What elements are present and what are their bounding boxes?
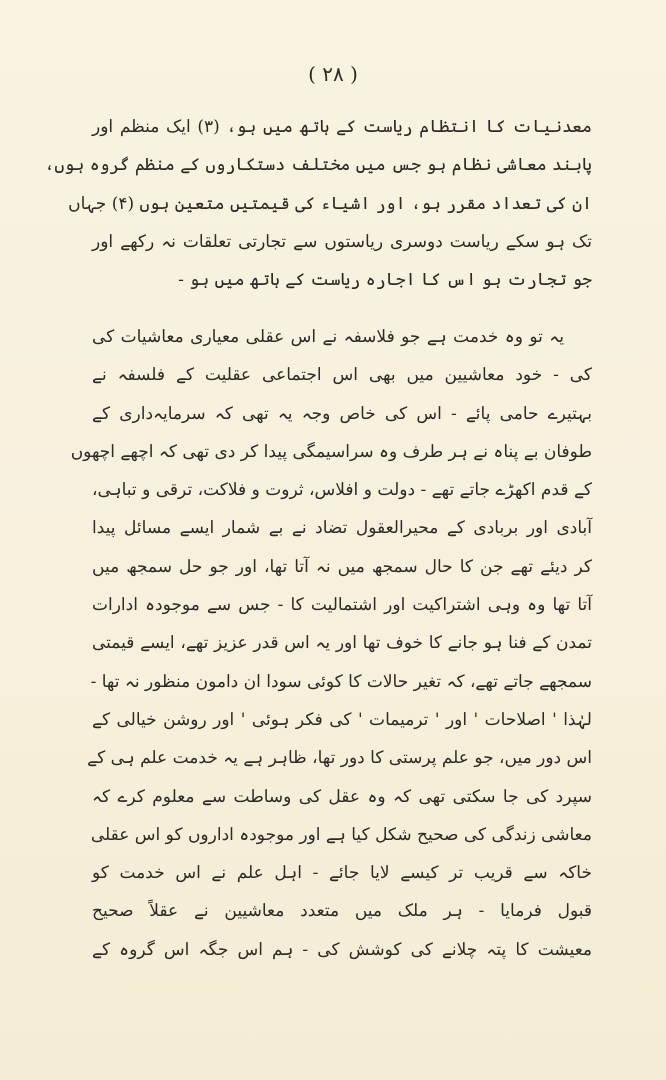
text-line: یہ تو وہ خدمت ہے جو فلاسفہ نے اس عقلی معیاری معاشیات کی — [92, 327, 564, 347]
text-line: جو تجارت ہو اس کا اجارہ ریاست کے ہاتھ میں ہو - — [178, 270, 592, 291]
text-line: آبادی اور بربادی کے محیرالعقول تضاد نے بے شمار ایسے مسائل پیدا — [92, 518, 592, 539]
paragraph-1 — [44, 108, 592, 299]
text-line: کر دیئے تھے جن کا حال سمجھ میں نہ آتا تھا، اور جو حل سمجھ میں — [92, 556, 592, 577]
text-line: معدنیات کا انتظام ریاست کے ہاتھ میں ہو، (۳) ایک منظم اور — [92, 117, 592, 137]
text-line: قبول فرمایا - ہر ملک میں متعدد معاشیین نے عقلاً صحیح — [92, 901, 592, 922]
text-line: معیشت کا پتہ چلانے کی کوشش کی - ہم اس جگہ اس گروہ کے — [92, 939, 592, 960]
text-line: اس دور میں، جو علم پرستی کا دور تھا، ظاہر ہے یہ خدمت علم ہی کے — [87, 748, 592, 769]
text-line: پابند معاشی نظام ہو جس میں مختلف دستکاروں کے منظم گروہ ہوں، — [44, 155, 592, 176]
text-line: کے قدم اکھڑے جاتے تھے - دولت و افلاس، ثروت و فلاکت، ترقی و تباہی، — [92, 480, 592, 501]
text-line: سپرد کی جا سکتی تھی کہ وہ عقل کی وساطت سے معلوم کرے کہ — [92, 786, 592, 807]
page-number: ( ۲۸ ) — [308, 62, 358, 86]
text-line: بہتیرے حامی پائے - اس کی خاص وجہ یہ تھی کہ سرمایہ‌داری کے — [92, 403, 592, 424]
text-line: تمدن کے فنا ہو جانے کا خوف تھا اور یہ اس قدر عزیز تھے، ایسے قیمتی — [92, 633, 592, 654]
text-line: کی - خود معاشیین میں بھی اس اجتماعی عقلیت کے فلسفہ نے — [92, 365, 592, 386]
text-line: سمجھے جاتے تھے، کہ تغیر حالات کا کوئی سودا ان دامون منظور نہ تھا - — [90, 671, 592, 692]
paragraph-2 — [70, 318, 592, 969]
text-line: لہٰذا ' اصلاحات ' اور ' ترمیمات ' کی فکر ہوئی ' اور روشن خیالی کے — [92, 709, 592, 730]
text-line: معاشی زندگی کی صحیح شکل کیا ہے اور موجودہ اداروں کو اس عقلی — [90, 824, 592, 845]
text-line: ان کی تعداد مقرر ہو، اور اشیاء کی قیمتیں متعین ہوں (۴) جہاں — [68, 193, 592, 214]
text-line: خاکہ سے قریب تر کیسے لایا جائے - اہل علم نے اس خدمت کو — [92, 863, 592, 884]
text-line: طوفان بے پناہ نے ہر طرف وہ سراسیمگی پیدا کر دی تھی کہ اچھے اچھوں — [70, 441, 592, 462]
text-line: آتا تھا وہ وہی اشتراکیت اور اشتمالیت کا - جس سے موجودہ ادارات — [92, 595, 592, 616]
text-line: تک ہو سکے ریاست دوسری ریاستوں سے تجارتی تعلقات نہ رکھے اور — [92, 231, 592, 252]
